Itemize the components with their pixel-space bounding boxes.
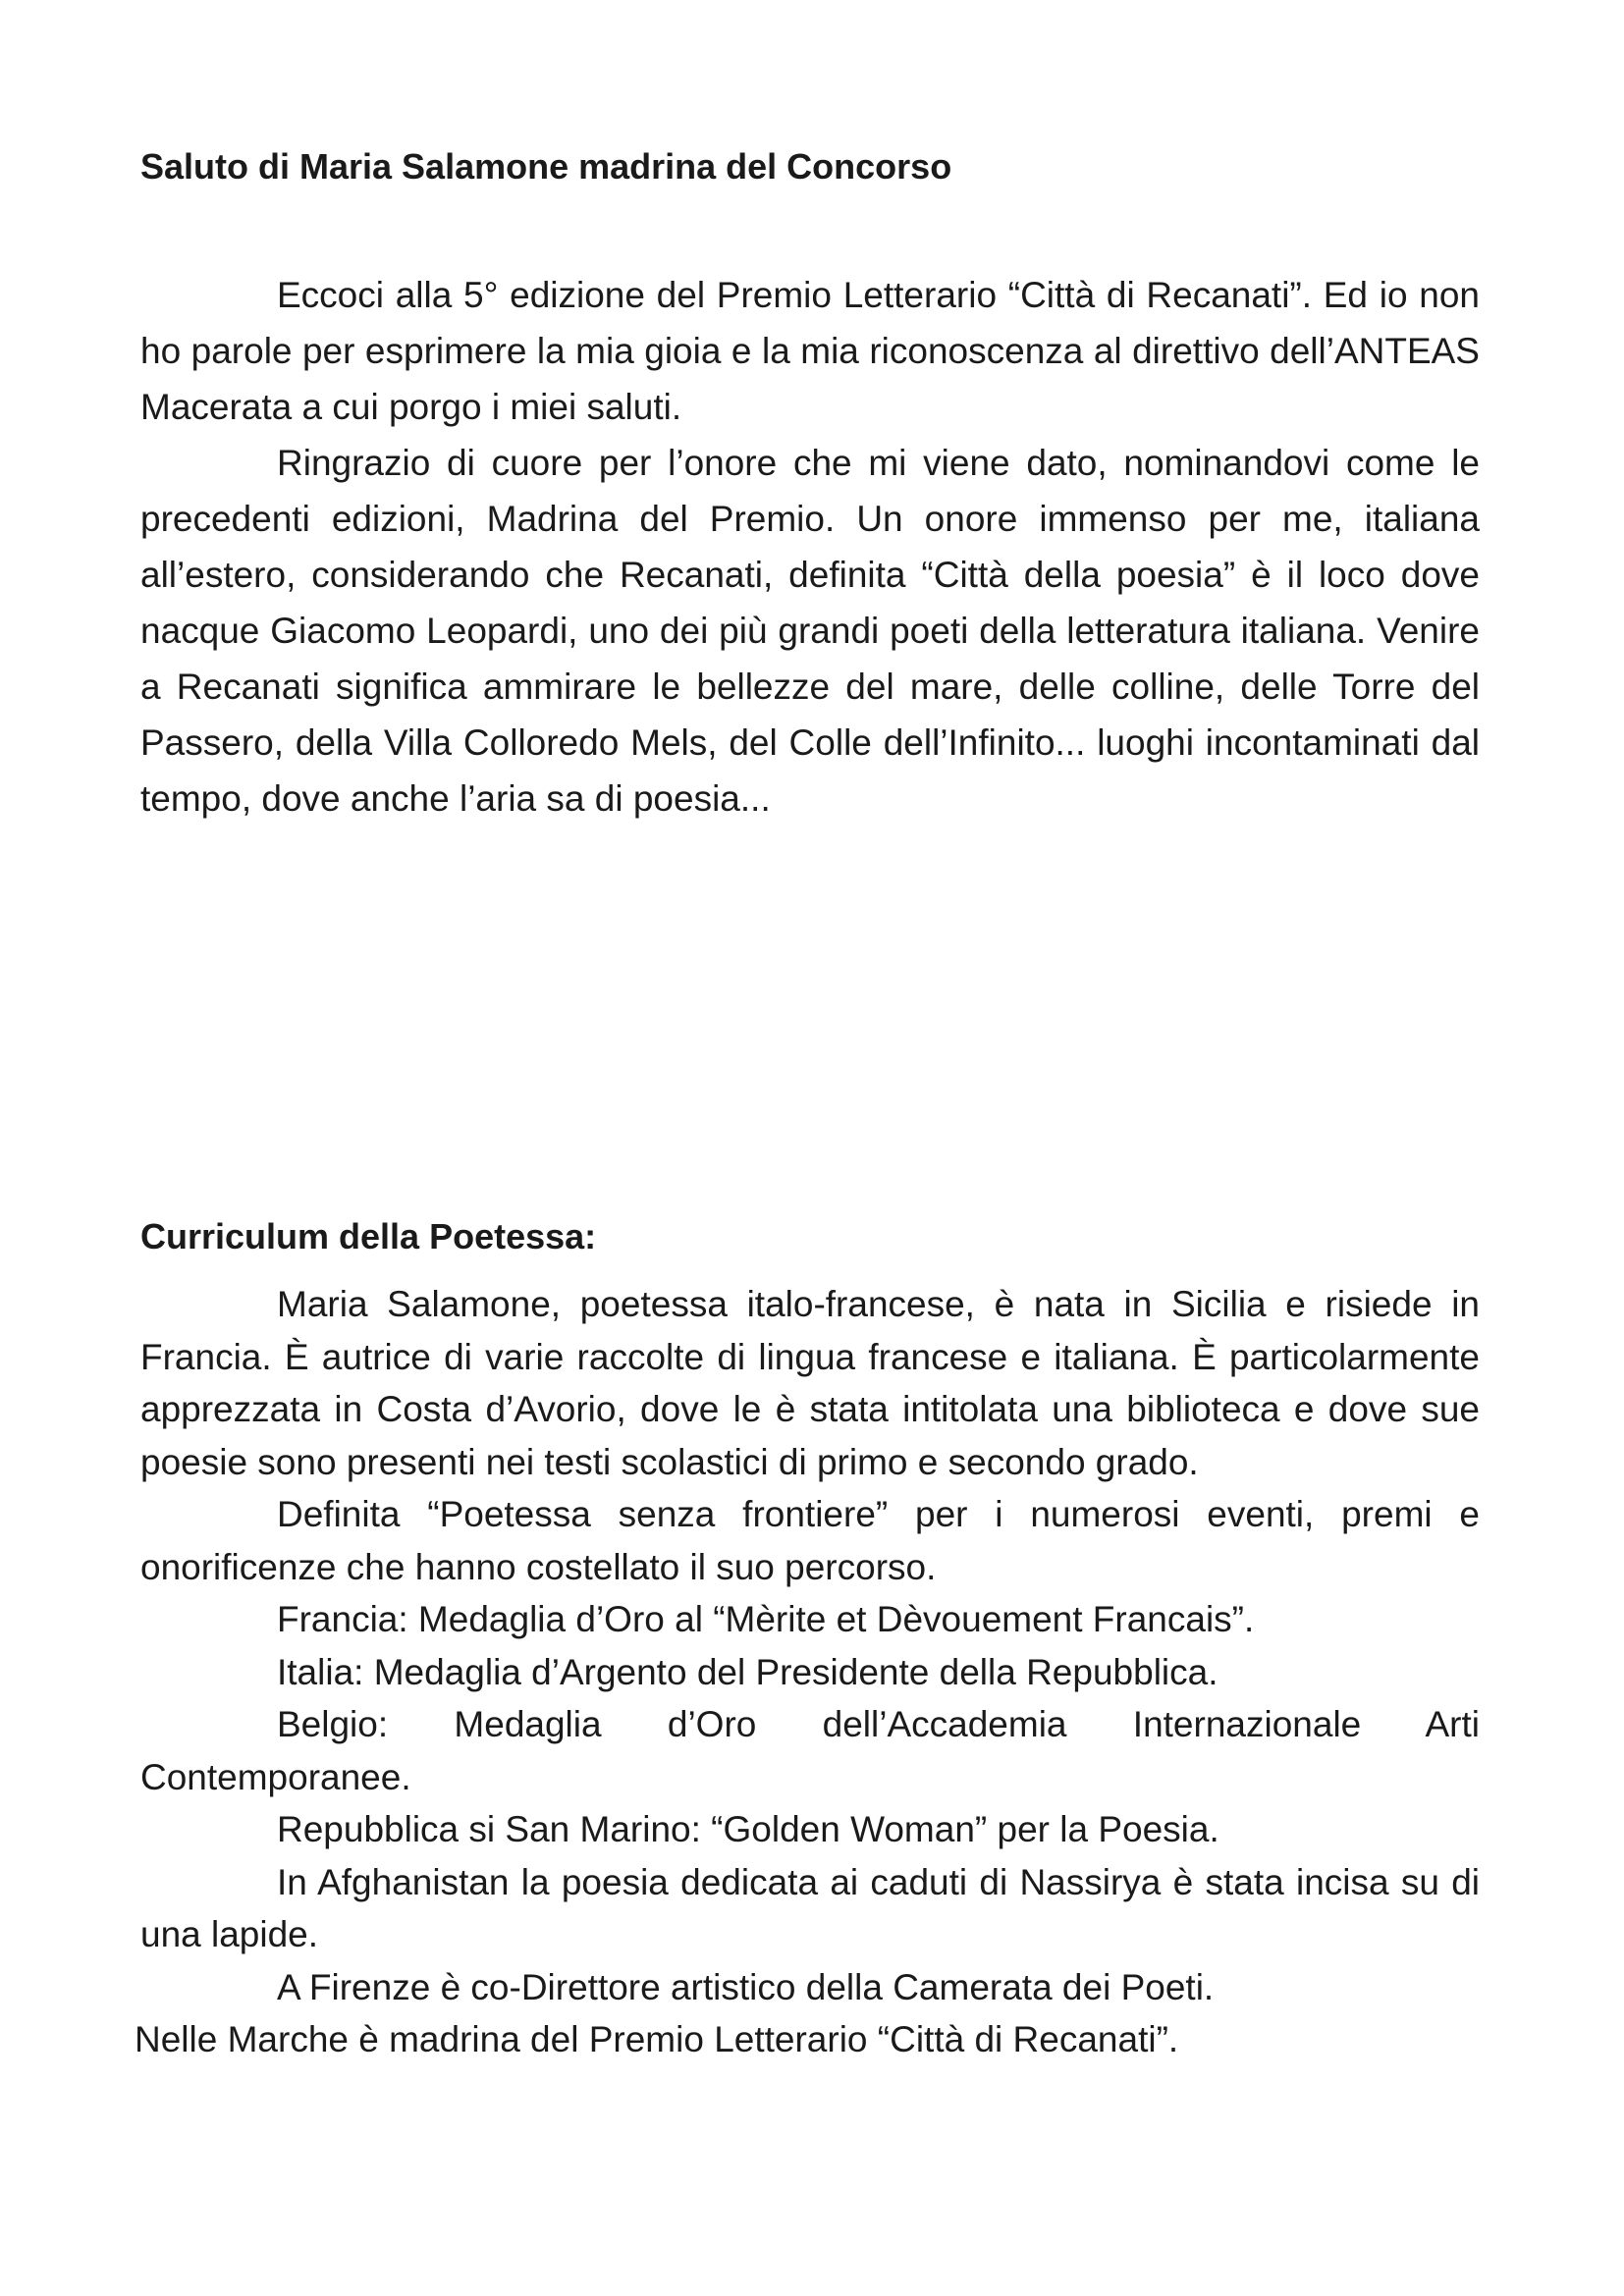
greeting-paragraph: Eccoci alla 5° edizione del Premio Letterario “Città di Recanati”. Ed io non ho parole per esprimere la mia gioia e la mia riconoscenza al direttivo dell’ANTEAS Macerata a cui porgo i miei saluti. bbox=[140, 275, 1480, 427]
greeting-section bbox=[140, 267, 1480, 827]
curriculum-paragraph: Maria Salamone, poetessa italo-francese, è nata in Sicilia e risiede in Francia. È autrice di varie raccolte di lingua francese e italiana. È particolarmente apprezzata in Costa d’Avorio, dove le è stata intitolata una biblioteca e dove sue poesie sono presenti nei testi scolastici di primo e secondo grado. bbox=[140, 1284, 1480, 1482]
curriculum-paragraph: Italia: Medaglia d’Argento del Presidente della Repubblica. bbox=[277, 1651, 1218, 1692]
curriculum-closing-line: Nelle Marche è madrina del Premio Letterario “Città di Recanati”. bbox=[135, 2019, 1179, 2059]
greeting-title: Saluto di Maria Salamone madrina del Concorso bbox=[140, 146, 952, 187]
curriculum-paragraph: Definita “Poetessa senza frontiere” per i numerosi eventi, premi e onorificenze che hanno costellato il suo percorso. bbox=[140, 1494, 1480, 1587]
curriculum-paragraph: Belgio: Medaglia d’Oro dell’Accademia Internazionale Arti Contemporanee. bbox=[140, 1704, 1480, 1797]
curriculum-paragraph: Repubblica si San Marino: “Golden Woman” per la Poesia. bbox=[277, 1809, 1219, 1849]
curriculum-paragraph: A Firenze è co-Direttore artistico della Camerata dei Poeti. bbox=[277, 1966, 1215, 2007]
curriculum-section bbox=[135, 1278, 1480, 2066]
curriculum-paragraph: Francia: Medaglia d’Oro al “Mèrite et Dèvouement Francais”. bbox=[277, 1599, 1255, 1639]
curriculum-paragraph: In Afghanistan la poesia dedicata ai caduti di Nassirya è stata incisa su di una lapide. bbox=[140, 1861, 1480, 1954]
greeting-paragraph: Ringrazio di cuore per l’onore che mi viene dato, nominandovi come le precedenti edizioni, Madrina del Premio. Un onore immenso per me, italiana all’estero, considerando che Recanati, definita “Città della poesia” è il loco dove nacque Giacomo Leopardi, uno dei più grandi poeti della letteratura italiana. Venire a Recanati significa ammirare le bellezze del mare, delle colline, delle Torre del Passero, della Villa Colloredo Mels, del Colle dell’Infinito... luoghi incontaminati dal tempo, dove anche l’aria sa di poesia... bbox=[140, 443, 1480, 819]
curriculum-title: Curriculum della Poetessa: bbox=[140, 1216, 597, 1256]
